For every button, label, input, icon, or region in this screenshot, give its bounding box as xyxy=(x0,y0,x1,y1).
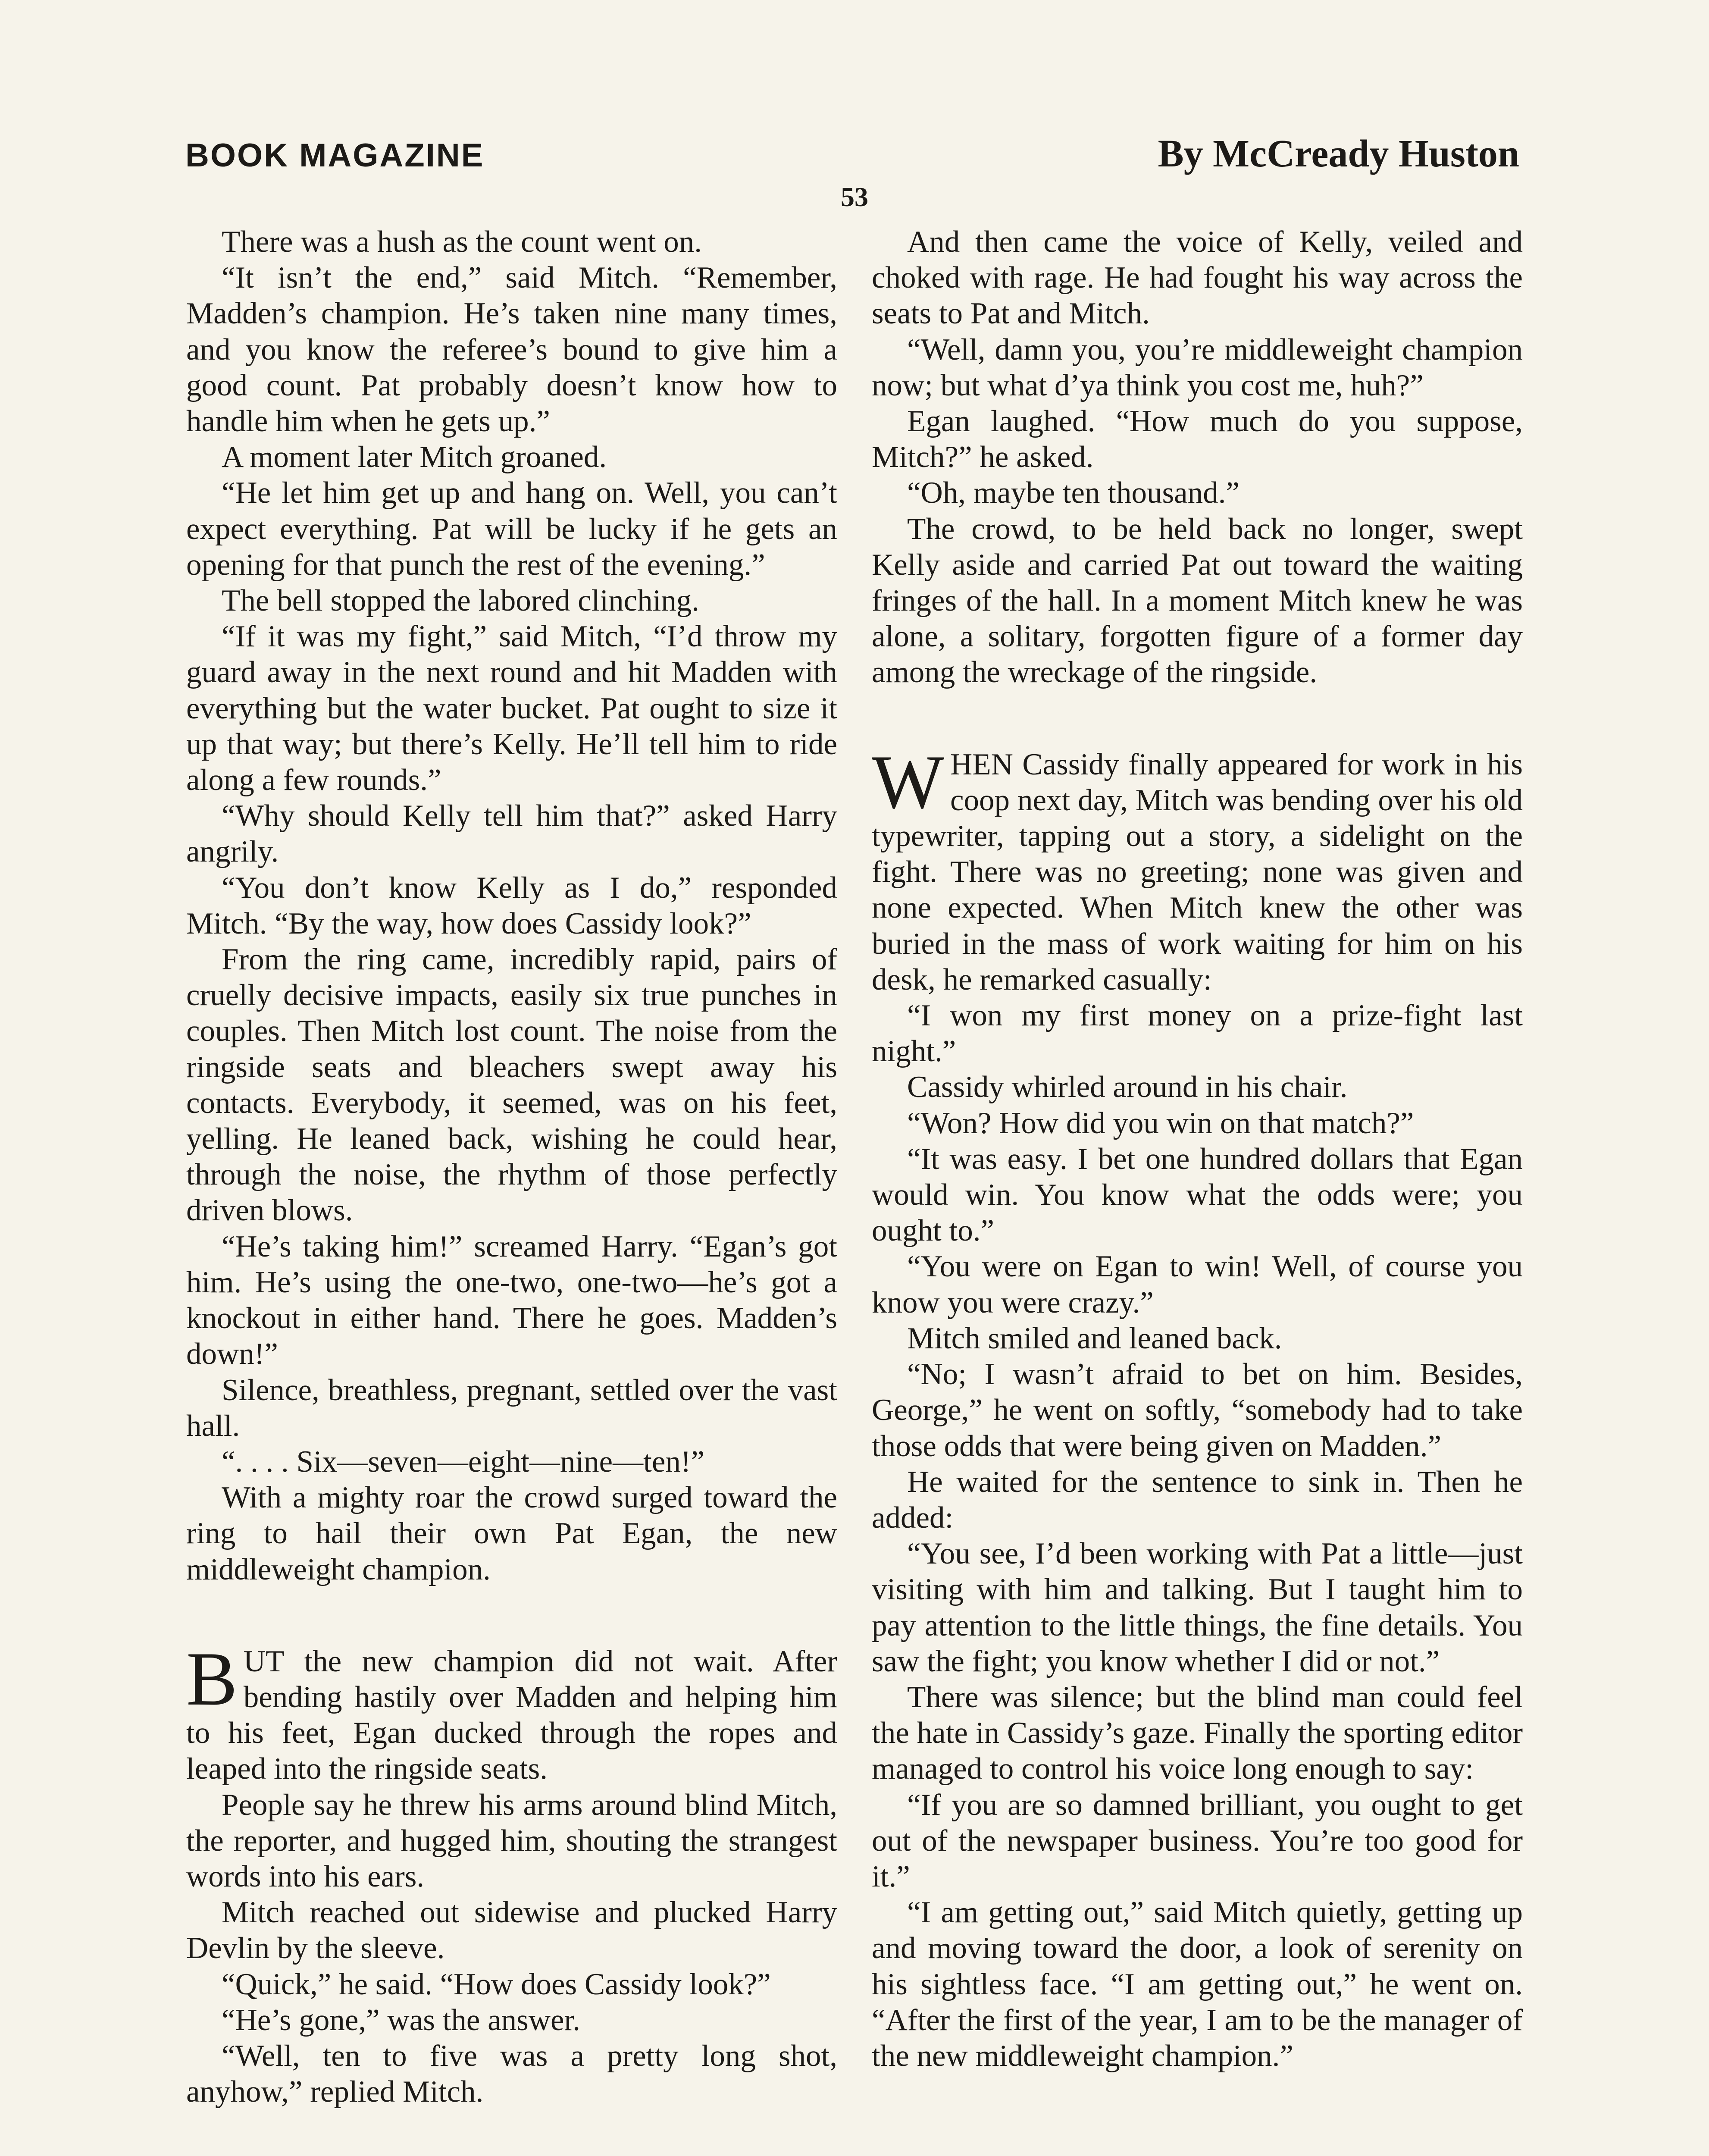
paragraph: Mitch smiled and leaned back. xyxy=(907,1321,1282,1355)
paragraph: The crowd, to be held back no longer, swept Kelly aside and carried Pat out toward the waiting fringes of the hall. In a moment Mitch knew he was alone, a solitary, forgotten figure of a former day among the wreckage of the ringside. xyxy=(872,512,1523,689)
paragraph: Mitch reached out sidewise and plucked Harry Devlin by the sleeve. xyxy=(186,1896,837,1965)
page-header xyxy=(185,132,1519,176)
paragraph: He waited for the sentence to sink in. Then he added: xyxy=(872,1465,1523,1535)
paragraph: With a mighty roar the crowd surged toward the ring to hail their own Pat Egan, the new middleweight champion. xyxy=(186,1481,837,1586)
page-number: 53 xyxy=(841,182,868,212)
paragraph: “It isn’t the end,” said Mitch. “Remember, Madden’s champion. He’s taken nine many times, and you know the referee’s bound to give him a good count. Pat probably doesn’t know how to handle him when he gets up.” xyxy=(186,261,837,439)
paragraph: “You were on Egan to win! Well, of course you know you were crazy.” xyxy=(872,1250,1523,1319)
paragraph: “You see, I’d been working with Pat a little—just visiting with him and talking. But I taught him to pay attention to the little things, the fine details. You saw the fight; you know whether I did or not.” xyxy=(872,1537,1523,1678)
paragraph: “You don’t know Kelly as I do,” responded Mitch. “By the way, how does Cassidy look?” xyxy=(186,871,837,940)
section-lead xyxy=(186,1636,837,1787)
paragraph: There was a hush as the count went on. xyxy=(222,225,702,259)
drop-cap: W xyxy=(872,739,945,824)
paragraph: Silence, breathless, pregnant, settled over the vast hall. xyxy=(186,1373,837,1443)
section-break xyxy=(186,1588,837,1644)
left-column xyxy=(186,224,837,2110)
paragraph: “Why should Kelly tell him that?” asked Harry angrily. xyxy=(186,799,837,869)
paragraph: The bell stopped the labored clinching. xyxy=(222,584,700,618)
paragraph: Egan laughed. “How much do you suppose, Mitch?” he asked. xyxy=(872,404,1523,474)
paragraph: “If it was my fight,” said Mitch, “I’d throw my guard away in the next round and hit Madden with everything but the water bucket. Pat ought to size it up that way; but there’s Kelly. He’ll tell him to ride along a few rounds.” xyxy=(186,620,837,797)
paragraph: “He’s taking him!” screamed Harry. “Egan’s got him. He’s using the one-two, one-two—he’s got a knockout in either hand. There he goes. Madden’s down!” xyxy=(186,1229,837,1371)
paragraph: “Won? How did you win on that match?” xyxy=(907,1106,1414,1140)
paragraph: “No; I wasn’t afraid to bet on him. Besides, George,” he went on softly, “somebody had to take those odds that were being given on Madden.” xyxy=(872,1357,1523,1463)
paragraph: “Oh, maybe ten thousand.” xyxy=(907,476,1239,510)
lead-text: UT the new champion did not wait. After bending hastily over Madden and helping him to his feet, Egan ducked through the ropes and leaped into the ringside seats. xyxy=(186,1644,837,1786)
paragraph: Cassidy whirled around in his chair. xyxy=(907,1070,1348,1104)
drop-cap: B xyxy=(186,1636,238,1721)
paragraph: “Well, damn you, you’re middleweight champion now; but what d’ya think you cost me, huh?” xyxy=(872,332,1523,402)
paragraph: A moment later Mitch groaned. xyxy=(222,440,607,474)
paragraph: “. . . . Six—seven—eight—nine—ten!” xyxy=(222,1445,704,1479)
author-byline: By McCready Huston xyxy=(1158,132,1519,175)
paragraph: And then came the voice of Kelly, veiled and choked with rage. He had fought his way across the seats to Pat and Mitch. xyxy=(872,225,1523,331)
paragraph: “Quick,” he said. “How does Cassidy look?” xyxy=(222,1967,771,2001)
paragraph: “It was easy. I bet one hundred dollars that Egan would win. You know what the odds were; you ought to.” xyxy=(872,1142,1523,1248)
lead-text: HEN Cassidy finally appeared for work in his coop next day, Mitch was bending over his old typewriter, tapping out a story, a sidelight on the fight. There was no greeting; none was given and none expected. When Mitch knew the other was buried in the mass of work waiting for him on his desk, he remarked casually: xyxy=(872,747,1523,997)
paragraph: “I won my first money on a prize-fight last night.” xyxy=(872,999,1523,1069)
section-break xyxy=(872,691,1523,747)
paragraph: “He let him get up and hang on. Well, you can’t expect everything. Pat will be lucky if he gets an opening for that punch the rest of the evening.” xyxy=(186,476,837,582)
paragraph: “Well, ten to five was a pretty long shot, anyhow,” replied Mitch. xyxy=(186,2039,837,2109)
magazine-title: BOOK MAGAZINE xyxy=(185,137,485,174)
paragraph: People say he threw his arms around blind Mitch, the reporter, and hugged him, shouting the strangest words into his ears. xyxy=(186,1788,837,1893)
paragraph: “If you are so damned brilliant, you ought to get out of the newspaper business. You’re too good for it.” xyxy=(872,1788,1523,1893)
paragraph: “I am getting out,” said Mitch quietly, getting up and moving toward the door, a look of serenity on his sightless face. “I am getting out,” he went on. “After the first of the year, I am to be the manager of the new middleweight champion.” xyxy=(872,1896,1523,2073)
paragraph: From the ring came, incredibly rapid, pairs of cruelly decisive impacts, easily six true punches in couples. Then Mitch lost count. The noise from the ringside seats and bleachers swept away his contacts. Everybody, it seemed, was on his feet, yelling. He leaned back, wishing he could hear, through the noise, the rhythm of those perfectly driven blows. xyxy=(186,943,837,1228)
paragraph: “He’s gone,” was the answer. xyxy=(222,2003,580,2037)
section-lead xyxy=(872,739,1523,998)
paragraph: There was silence; but the blind man could feel the hate in Cassidy’s gaze. Finally the sporting editor managed to control his voice long enough to say: xyxy=(872,1680,1523,1786)
right-column xyxy=(872,224,1523,2074)
